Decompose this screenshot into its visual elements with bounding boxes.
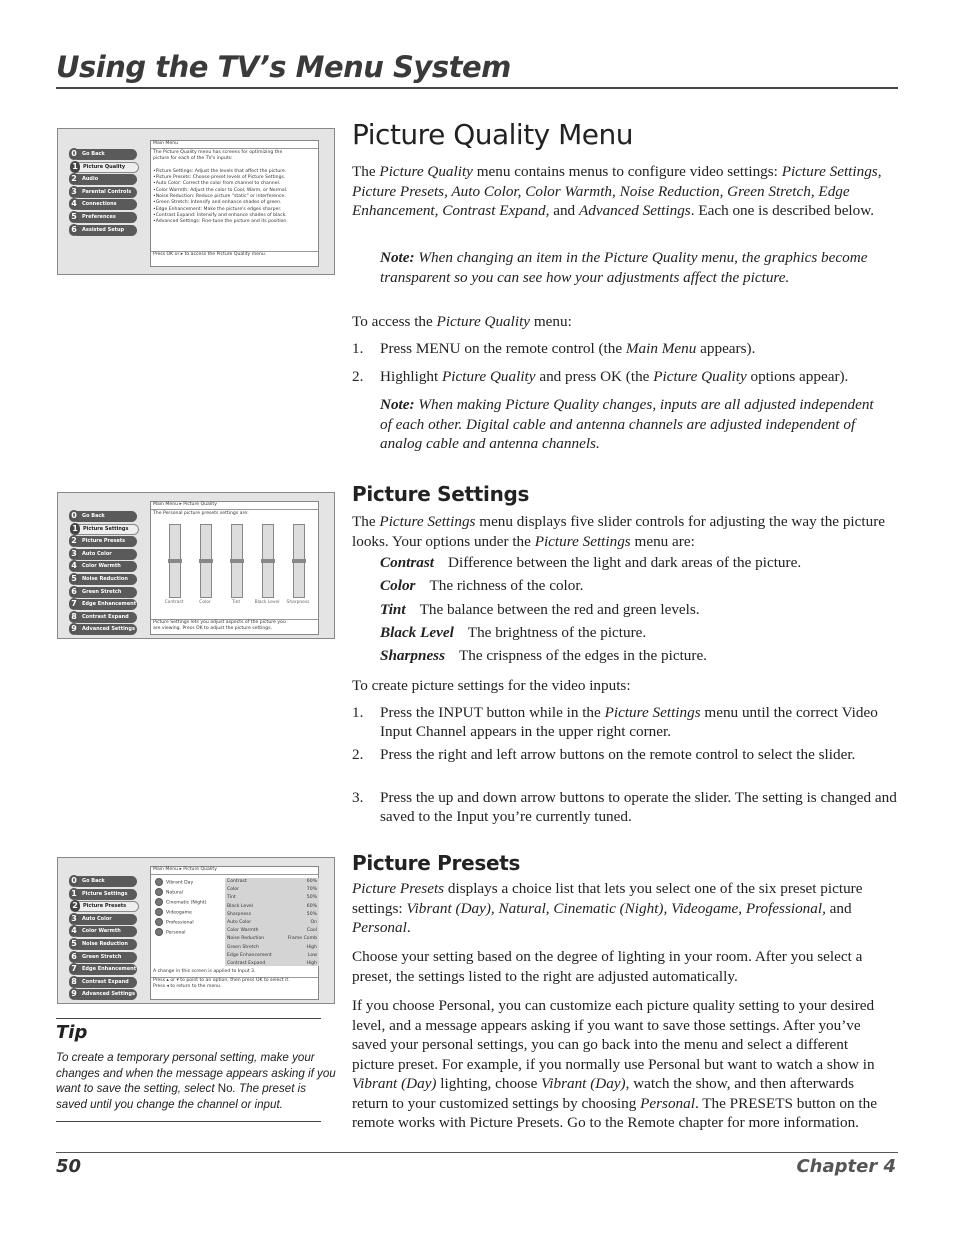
menu-item-label: Audio [82,176,99,183]
note-transparent-graphics: Note: When changing an item in the Picture Quality menu, the graphics become transparent so you can see how your adjustments affect the picture. [380,249,868,286]
preset-option[interactable] [155,908,225,918]
slider-track[interactable] [293,524,305,598]
preset-label: Personal [166,930,186,936]
setting-row [225,952,319,960]
footer-rule [56,1152,898,1153]
picture-settings-panel [150,501,319,635]
setting-name: Sharpness [227,911,251,917]
slider-label: Color [199,600,211,605]
menu-item[interactable] [72,952,137,963]
slider-knob[interactable] [261,559,275,563]
main-menu-screenshot [57,128,335,275]
menu-item-number: 5 [69,573,79,585]
menu-item[interactable] [72,199,137,210]
picture-settings-screenshot [57,492,335,639]
menu-item-label: Advanced Settings [82,626,135,633]
picture-settings-heading: Picture Settings [352,482,530,506]
note-independent-inputs: Note: When making Picture Quality changes, inputs are all adjusted independent of each other. Digital cable and antenna channels are adjusted independent of analog cable and antenna channels. [380,396,874,452]
menu-item-label: Auto Color [82,915,112,922]
menu-item-label: Noise Reduction [82,575,128,582]
main-menu-list [72,149,139,237]
setting-value: 50% [306,895,317,901]
header-rule [56,87,898,89]
radio-icon [155,878,163,886]
preset-option[interactable] [155,888,225,898]
menu-item[interactable] [72,187,137,198]
menu-item-number: 2 [69,173,79,185]
menu-item-label: Green Stretch [82,588,122,595]
slider-knob[interactable] [230,559,244,563]
menu-item-number: 4 [69,198,79,210]
page-header-title: Using the TV’s Menu System [56,50,511,84]
menu-item-number: 5 [69,938,79,950]
radio-icon [155,908,163,916]
setting-value: 60% [306,903,317,909]
setting-row [225,927,319,935]
menu-item-label: Auto Color [82,550,112,557]
main-menu-panel [150,140,319,267]
menu-item-number: 4 [69,560,79,572]
menu-item-number: 1 [70,161,80,173]
panel-line: •Color Warmth: Adjust the color to Cool, Warm, or Normal. [153,187,288,193]
picture-quality-intro: The Picture Quality menu contains menus to configure video settings: Picture Settings, Picture Presets, Auto Color, Color Warmth, Noise Reduction, Green Stretch, Edge Enhancement, Contrast Expand, and Advanced Settings. Each one is described below. [352,163,882,219]
create-settings-text: To create picture settings for the video inputs: [352,677,631,694]
menu-item-label: Picture Quality [83,163,126,170]
menu-item[interactable] [72,536,137,547]
picture-quality-menu-heading: Picture Quality Menu [352,118,634,151]
menu-item-label: Color Warmth [82,563,121,570]
menu-item[interactable] [72,989,137,1000]
setting-name: Color Warmth [227,928,259,934]
panel-line: picture for each of the TV's inputs: [153,156,233,162]
setting-row [225,944,319,952]
menu-item-label: Assisted Setup [82,226,125,233]
picture-presets-screenshot [57,857,335,1004]
setting-row [225,919,319,927]
setting-value: On [310,919,317,925]
tip-title: Tip [56,1022,88,1043]
panel-title: Main Menu [151,141,318,149]
access-step-1: 1. Press MENU on the remote control (the Main Menu appears). [352,340,756,357]
access-instructions: To access the Picture Quality menu: [352,313,572,330]
setting-value: High [306,944,317,950]
setting-value: Frame Comb [287,936,317,942]
menu-item-number: 8 [69,611,79,623]
picture-presets-heading: Picture Presets [352,851,521,875]
input-note: A change in this screen is applied to Input 3. [153,969,256,974]
setting-name: Black Level [227,903,254,909]
menu-item-number: 7 [69,963,79,975]
create-step-3: 3. Press the up and down arrow buttons to operate the slider. The setting is changed and saved to the Input you’re currently tuned. [352,789,897,825]
menu-item-number: 6 [69,224,79,236]
panel-line: The Picture Quality menu has screens for optimizing the [153,150,283,155]
menu-item[interactable] [72,549,137,560]
menu-item[interactable] [72,587,137,598]
chapter-label: Chapter 4 [796,1156,896,1177]
menu-item-label: Go Back [82,513,105,519]
create-step-1: 1. Press the INPUT button while in the Picture Settings menu until the correct Video Input Channel appears in the upper right corner. [352,704,878,740]
radio-icon [155,888,163,896]
menu-item-label: Go Back [82,878,105,884]
setting-name: Tint [227,895,236,901]
menu-item-number: 0 [69,510,79,522]
menu-item[interactable] [72,561,137,572]
slider-label: Tint [231,600,241,605]
setting-name: Contrast [227,879,247,884]
preset-option[interactable] [155,918,225,928]
menu-item[interactable] [72,174,137,185]
def-black-level: Black Level The brightness of the picture. [380,624,647,641]
slider-knob[interactable] [168,559,182,563]
menu-item[interactable] [72,511,137,522]
menu-item[interactable] [72,977,137,988]
setting-name: Edge Enhancement [227,952,272,958]
menu-item[interactable] [72,889,137,900]
panel-line: •Auto Color: Correct the color from channel to channel. [153,181,281,187]
menu-item-number: 0 [69,148,79,160]
tip-top-rule [56,1018,321,1019]
preset-label: Natural [166,890,183,896]
menu-item-number: 3 [69,548,79,560]
panel-line: •Picture Settings: Adjust the levels that affect the picture. [153,168,287,174]
panel-line: •Noise Reduction: Reduce picture "static" or interference. [153,194,286,200]
slider-track[interactable] [200,524,212,598]
tip-bottom-rule [56,1121,321,1122]
menu-item-label: Picture Settings [82,890,128,897]
slider-label: Sharpness [286,600,310,605]
menu-item[interactable] [72,876,137,887]
menu-item[interactable] [72,225,137,236]
menu-item-number: 8 [69,976,79,988]
menu-item-label: Green Stretch [82,953,122,960]
panel-title: Main Menu ▸ Picture Quality [151,867,318,875]
setting-row [225,886,319,894]
menu-item-label: Edge Enhancement [82,966,137,973]
panel-footer: Press ▴ or ▾ to point to an option, then press OK to select it. Press ◂ to return to the menu. [151,977,318,991]
menu-item[interactable] [72,926,137,937]
access-step-2: 2. Highlight Picture Quality and press OK (the Picture Quality options appear). [352,368,849,385]
menu-item-label: Picture Presets [83,903,127,910]
setting-row [225,911,319,919]
menu-item-label: Contrast Expand [82,978,129,985]
menu-item[interactable] [72,901,139,912]
slider-track[interactable] [231,524,243,598]
setting-value: 60% [306,879,317,884]
picture-settings-intro: The Picture Settings menu displays five slider controls for adjusting the way the picture looks. Your options under the Picture Settings menu are: [352,513,885,550]
setting-row [225,894,319,902]
preset-list [155,878,225,938]
menu-item-number: 2 [70,900,80,912]
menu-item[interactable] [72,599,137,610]
preset-label: Videogame [166,910,192,916]
menu-item[interactable] [72,212,137,223]
setting-name: Auto Color [227,919,252,925]
def-color: Color The richness of the color. [380,577,584,594]
menu-item[interactable] [72,964,137,975]
panel-line: •Green Stretch: Intensify and enhance shades of green. [153,200,282,206]
menu-item-number: 0 [69,875,79,887]
slider-track[interactable] [169,524,181,598]
picture-presets-intro: Picture Presets displays a choice list that lets you select one of the six preset picture settings: Vibrant (Day), Natural, Cinematic (Night), Videogame, Professional, and Personal. [352,880,863,936]
setting-value: 70% [306,887,317,893]
menu-item-number: 2 [69,535,79,547]
presets-lighting-paragraph: Choose your setting based on the degree of lighting in your room. After you select a preset, the settings listed to the right are adjusted automatically. [352,948,863,985]
preset-label: Cinematic (Night) [166,900,207,906]
menu-item-number: 1 [69,888,79,900]
panel-line: •Contrast Expand: Intensify and enhance shades of black. [153,212,287,218]
menu-item-number: 9 [69,988,79,1000]
page-number: 50 [56,1156,82,1177]
menu-item-label: Advanced Settings [82,991,135,998]
menu-item-number: 1 [70,523,80,535]
def-contrast: Contrast Difference between the light and dark areas of the picture. [380,554,802,571]
setting-value: 50% [306,911,317,917]
menu-item[interactable] [72,162,139,173]
radio-icon [155,898,163,906]
radio-icon [155,918,163,926]
panel-line: •Edge Enhancement: Make the picture's edges sharper. [153,206,282,212]
panel-title: Main Menu ▸ Picture Quality [151,502,318,510]
picture-quality-menu-list [72,511,139,637]
setting-name: Contrast Expand [227,960,266,966]
menu-item[interactable] [72,524,139,535]
menu-item-number: 9 [69,623,79,635]
panel-footer: Press OK or ▸ to access the Picture Quality menu. [151,251,318,258]
menu-item-label: Preferences [82,213,116,220]
menu-item-number: 3 [69,186,79,198]
menu-item-label: Parental Controls [82,188,132,195]
setting-name: Noise Reduction [227,936,265,942]
setting-value: Low [307,952,317,958]
menu-item-label: Picture Presets [82,538,126,545]
preset-option[interactable] [155,928,225,938]
picture-presets-panel [150,866,319,1000]
setting-row [225,903,319,911]
panel-footer: Picture Settings lets you adjust aspects of the picture you are viewing. Press OK to adjust the picture settings. [151,619,318,633]
menu-item-label: Edge Enhancement [82,601,137,608]
slider-label: Contrast [164,600,184,605]
slider-knob[interactable] [292,559,306,563]
menu-item-label: Connections [82,201,117,208]
menu-item[interactable] [72,939,137,950]
panel-body [151,149,318,227]
menu-item-label: Picture Settings [83,525,129,532]
menu-item-label: Color Warmth [82,928,121,935]
panel-intro: The Personal picture presets settings are: [153,511,249,516]
menu-item-label: Go Back [82,151,105,157]
menu-item-number: 7 [69,598,79,610]
setting-value: Cool [306,928,317,934]
setting-row [225,878,319,886]
radio-icon [155,928,163,936]
menu-item-number: 6 [69,586,79,598]
preset-label: Vibrant Day [166,880,194,886]
menu-item-label: Noise Reduction [82,940,128,947]
menu-item-number: 5 [69,211,79,223]
slider-knob[interactable] [199,559,213,563]
menu-item[interactable] [72,624,137,635]
menu-item[interactable] [72,914,137,925]
menu-item-label: Contrast Expand [82,613,129,620]
picture-quality-menu-list [72,876,139,1002]
panel-line: •Picture Presets: Choose preset levels of Picture Settings. [153,175,286,181]
slider-track[interactable] [262,524,274,598]
setting-row [225,960,319,968]
menu-item-number: 6 [69,951,79,963]
setting-row [225,935,319,943]
menu-item[interactable] [72,149,137,160]
setting-name: Green Stretch [227,944,259,950]
def-sharpness: Sharpness The crispness of the edges in the picture. [380,647,707,664]
create-step-2: 2. Press the right and left arrow buttons on the remote control to select the slider. [352,746,856,763]
preset-settings-table [225,878,319,966]
setting-name: Color [227,887,239,893]
menu-item-number: 4 [69,925,79,937]
setting-value: High [306,960,317,966]
menu-item[interactable] [72,612,137,623]
menu-item-number: 3 [69,913,79,925]
slider-label: Black Level [254,600,280,605]
preset-option[interactable] [155,878,225,888]
preset-label: Professional [166,920,194,926]
def-tint: Tint The balance between the red and green levels. [380,601,700,618]
slider-group [151,524,318,614]
menu-item[interactable] [72,574,137,585]
panel-line: •Advanced Settings: Fine-tune the picture and its position. [153,219,288,225]
preset-option[interactable] [155,898,225,908]
presets-personal-paragraph: If you choose Personal, you can customize each picture quality setting to your desired level, and a message appears asking if you want to save those settings. After you’ve saved your personal settings, you can go back into the menu and select a different picture preset. For example, if you normally use Personal but want to watch a show in Vibrant (Day) lighting, choose Vibrant (Day), watch the show, and then afterwards return to your customized settings by choosing Personal. The PRESETS button on the remote works with Picture Presets. Go to the Remote chapter for more information. [352,997,877,1131]
tip-text: To create a temporary personal setting, make your changes and when the message appears asking if you want to save the setting, select No. The preset is saved until you change the channel or input. [56,1051,336,1111]
